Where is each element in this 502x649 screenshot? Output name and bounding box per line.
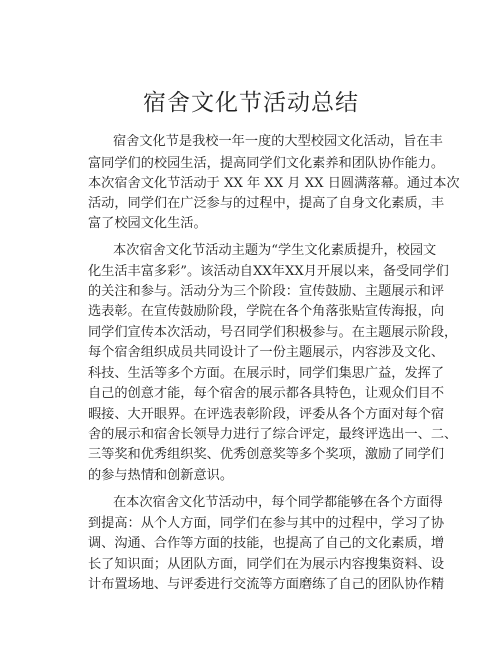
paragraph-line: 每个宿舍组织成员共同设计了一份主题展示，内容涉及文化、 <box>88 345 445 360</box>
paragraph-line: 长了知识面；从团队方面，同学们在为展示内容搜集资料、设 <box>88 557 445 572</box>
paragraph-line: 化生活丰富多彩”。该活动自XX年XX月开展以来，备受同学们 <box>88 264 449 279</box>
paragraph-line: 选表彰。在宣传鼓励阶段，学院在各个角落张贴宣传海报，向 <box>88 304 445 319</box>
paragraph-line: 宿舍文化节是我校一年一度的大型校园文化活动，旨在丰 <box>113 134 443 149</box>
paragraph-line: 活动，同学们在广泛参与的过程中，提高了自身文化素质，丰 <box>88 196 445 211</box>
paragraph-line: 本次宿舍文化节活动于 XX 年 XX 月 XX 日圆满落幕。通过本次 <box>88 176 460 191</box>
paragraph-line: 科技、生活等多个方面。在展示时，同学们集思广益，发挥了 <box>88 366 445 381</box>
paragraph-line: 富同学们的校园生活，提高同学们文化素养和团队协作能力。 <box>88 156 445 171</box>
paragraph-line: 富了校园文化生活。 <box>88 216 207 231</box>
paragraph-line: 自己的创意才能，每个宿舍的展示都各具特色，让观众们目不 <box>88 386 445 401</box>
paragraph-line: 在本次宿舍文化节活动中，每个同学都能够在各个方面得 <box>113 495 443 510</box>
paragraph-line: 本次宿舍文化节活动主题为“学生文化素质提升，校园文 <box>113 243 437 258</box>
paragraph-line: 的关注和参与。活动分为三个阶段：宣传鼓励、主题展示和评 <box>88 284 445 299</box>
paragraph-line: 同学们宣传本次活动，号召同学们积极参与。在主题展示阶段， <box>88 325 458 340</box>
paragraph-line: 三等奖和优秀组织奖、优秀创意奖等多个奖项，激励了同学们 <box>88 447 445 462</box>
document-title: 宿舍文化节活动总结 <box>143 90 359 116</box>
paragraph-line: 调、沟通、合作等方面的技能，也提高了自己的文化素质，增 <box>88 536 445 551</box>
paragraph-line: 计布置场地、与评委进行交流等方面磨练了自己的团队协作精 <box>88 577 445 592</box>
paragraph-line: 舍的展示和宿舍长领导力进行了综合评定，最终评选出一、二、 <box>88 427 458 442</box>
paragraph-line: 到提高：从个人方面，同学们在参与其中的过程中，学习了协 <box>88 516 445 531</box>
paragraph-line: 的参与热情和创新意识。 <box>88 468 234 483</box>
paragraph-line: 暇接、大开眼界。在评选表彰阶段，评委从各个方面对每个宿 <box>88 407 445 422</box>
